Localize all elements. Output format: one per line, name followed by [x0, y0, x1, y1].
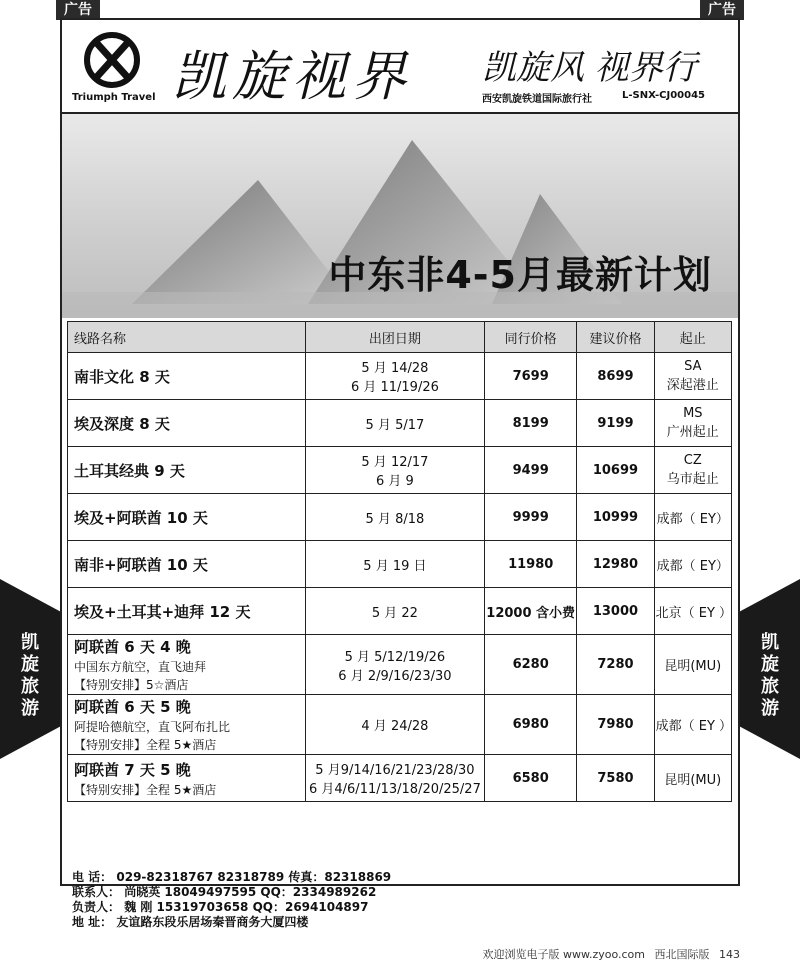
start-cell	[654, 447, 731, 494]
date-line: 5 月 8/18	[365, 511, 425, 527]
route-title: 南非+阿联酋 10 天	[74, 555, 208, 574]
start-cell	[654, 755, 731, 802]
start-line: 乌市起止	[666, 472, 719, 487]
header	[62, 20, 738, 114]
start-line: 成都（ EY ）	[655, 719, 733, 734]
start-line: 昆明(MU)	[664, 772, 722, 788]
start-cell	[654, 353, 731, 400]
suggest-price: 7980	[577, 695, 654, 755]
table-row	[68, 695, 732, 755]
route-cell	[68, 541, 306, 588]
suggest-price: 13000	[577, 588, 654, 635]
table-row	[68, 494, 732, 541]
contact-value: 友谊路东段乐居场秦晋商务大厦四楼	[116, 915, 309, 929]
contact-row-phone	[72, 870, 391, 885]
table-row	[68, 447, 732, 494]
table-row	[68, 400, 732, 447]
start-line: 昆明(MU)	[664, 659, 722, 674]
ad-tag-left: 广告	[56, 0, 100, 20]
dates-cell	[305, 755, 484, 802]
start-cell	[654, 541, 731, 588]
table-header: 起止	[654, 322, 731, 353]
contact-row-person	[72, 885, 391, 900]
dates-cell	[305, 353, 484, 400]
peer-price: 9499	[485, 447, 577, 494]
route-cell	[68, 353, 306, 400]
contact-value: 尚晓英 18049497595 QQ：2334989262	[124, 885, 377, 899]
logo-caption: Triumph Travel	[72, 92, 156, 103]
start-cell	[654, 400, 731, 447]
start-line: 成都（ EY）	[656, 511, 729, 527]
route-cell	[68, 755, 306, 802]
date-line: 6 月4/6/11/13/18/20/25/27	[308, 782, 481, 797]
hero-title: 中东非4-5月最新计划	[328, 253, 712, 297]
route-title: 阿联酋 7 天 5 晚	[74, 760, 191, 779]
side-text-right: 凯 旋 旅 游	[761, 632, 779, 719]
start-line: CZ	[683, 453, 702, 468]
peer-price: 6280	[485, 635, 577, 695]
route-title: 阿联酋 6 天 5 晚	[74, 698, 191, 716]
date-line: 6 月 2/9/16/23/30	[338, 668, 452, 684]
route-title: 南非文化 8 天	[74, 367, 170, 386]
route-cell	[68, 494, 306, 541]
suggest-price: 10999	[577, 494, 654, 541]
contact-value: 魏 刚 15319703658 QQ：2694104897	[124, 900, 369, 914]
suggest-price: 8699	[577, 353, 654, 400]
route-cell	[68, 635, 306, 695]
table-row	[68, 755, 732, 802]
footer-page: 143	[719, 948, 740, 961]
slogan: 凯旋风 视界行	[482, 48, 697, 88]
route-title: 埃及+土耳其+迪拜 12 天	[74, 602, 251, 621]
contact-value: 029-82318767 82318789 传真：82318869	[116, 870, 392, 884]
dates-cell	[305, 400, 484, 447]
route-cell	[68, 588, 306, 635]
start-line: SA	[684, 359, 702, 374]
table-header: 建议价格	[577, 322, 654, 353]
dates-cell	[305, 447, 484, 494]
route-sub: 【特别安排】全程 5★酒店	[74, 782, 217, 797]
date-line: 5 月 5/17	[365, 417, 425, 433]
logo-icon	[82, 30, 142, 88]
dates-cell	[305, 541, 484, 588]
date-line: 4 月 24/28	[361, 719, 429, 734]
table-row	[68, 541, 732, 588]
brand-name: 凯旋视界	[172, 45, 412, 108]
footer-text: 欢迎浏览电子版 www.zyoo.com	[482, 948, 645, 961]
route-title: 土耳其经典 9 天	[74, 461, 185, 480]
side-text-left: 凯 旋 旅 游	[21, 632, 39, 719]
route-sub: 阿提哈德航空，直飞阿布扎比	[74, 720, 231, 734]
route-sub: 中国东方航空，直飞迪拜	[74, 660, 207, 674]
date-line: 5 月9/14/16/21/23/28/30	[315, 763, 475, 778]
table-header: 出团日期	[305, 322, 484, 353]
contact-row-address	[72, 915, 391, 930]
start-line: 北京（ EY ）	[655, 605, 733, 621]
ad-tag-right: 广告	[700, 0, 744, 20]
date-line: 5 月 14/28	[361, 361, 429, 376]
footer-edition: 西北国际版	[654, 948, 710, 961]
peer-price: 8199	[485, 400, 577, 447]
peer-price: 9999	[485, 494, 577, 541]
date-line: 5 月 5/12/19/26	[344, 649, 446, 665]
dates-cell	[305, 588, 484, 635]
route-cell	[68, 447, 306, 494]
contact-label: 联系人：	[72, 885, 121, 899]
route-title: 阿联酋 6 天 4 晚	[74, 638, 191, 656]
table-header: 线路名称	[68, 322, 306, 353]
start-cell	[654, 635, 731, 695]
date-line: 6 月 9	[376, 474, 414, 489]
suggest-price: 9199	[577, 400, 654, 447]
contact-label: 电 话：	[72, 870, 113, 884]
peer-price: 12000 含小费	[485, 588, 577, 635]
company-name: 西安凯旋铁道国际旅行社	[482, 94, 592, 105]
table-row	[68, 353, 732, 400]
start-cell	[654, 588, 731, 635]
start-cell	[654, 695, 731, 755]
date-line: 5 月 12/17	[361, 455, 429, 470]
start-cell	[654, 494, 731, 541]
date-line: 5 月 22	[371, 605, 418, 621]
route-sub: 【特别安排】全程 5★酒店	[74, 738, 217, 752]
hero-banner	[62, 114, 738, 318]
dates-cell	[305, 695, 484, 755]
footer	[482, 946, 740, 962]
table-body	[68, 353, 732, 802]
start-line: MS	[683, 406, 703, 421]
contact-row-manager	[72, 900, 391, 915]
suggest-price: 7580	[577, 755, 654, 802]
start-line: 成都（ EY）	[656, 558, 729, 574]
table-row	[68, 635, 732, 695]
dates-cell	[305, 494, 484, 541]
date-line: 5 月 19 日	[363, 558, 427, 574]
license-number: L-SNX-CJ00045	[622, 90, 705, 101]
dates-cell	[305, 635, 484, 695]
peer-price: 6980	[485, 695, 577, 755]
route-title: 埃及+阿联酋 10 天	[74, 508, 208, 527]
suggest-price: 10699	[577, 447, 654, 494]
peer-price: 7699	[485, 353, 577, 400]
route-table	[67, 321, 732, 802]
suggest-price: 12980	[577, 541, 654, 588]
route-title: 埃及深度 8 天	[74, 414, 170, 433]
peer-price: 6580	[485, 755, 577, 802]
suggest-price: 7280	[577, 635, 654, 695]
route-sub: 【特别安排】5☆酒店	[74, 678, 189, 692]
table-row	[68, 588, 732, 635]
contact-label: 负责人：	[72, 900, 121, 914]
start-line: 广州起止	[666, 425, 719, 440]
start-line: 深起港止	[666, 378, 719, 393]
route-cell	[68, 695, 306, 755]
table-header: 同行价格	[485, 322, 577, 353]
contact-info	[72, 870, 391, 930]
contact-label: 地 址：	[72, 915, 113, 929]
peer-price: 11980	[485, 541, 577, 588]
date-line: 6 月 11/19/26	[350, 380, 439, 395]
route-cell	[68, 400, 306, 447]
